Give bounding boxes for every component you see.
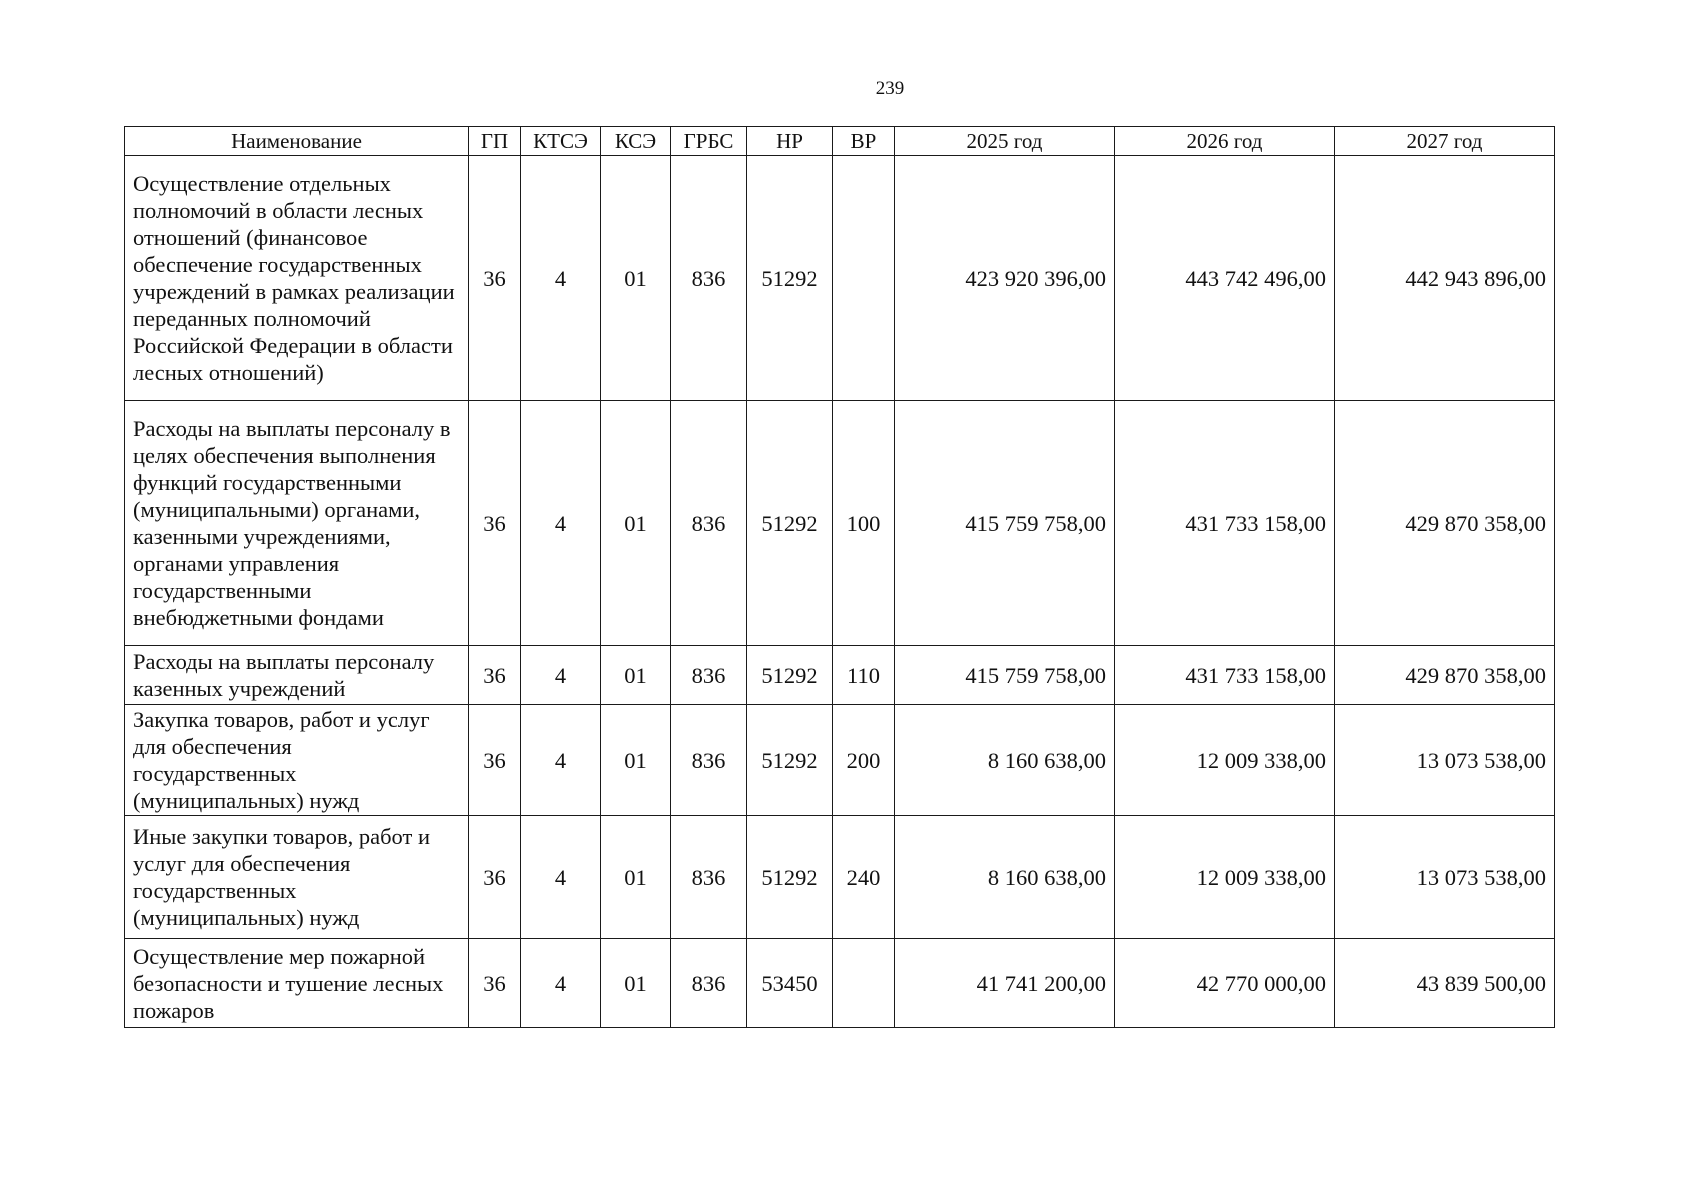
row-nr: 51292 [747, 646, 833, 705]
row-name: Расходы на выплаты персоналу казенных учреждений [125, 646, 469, 705]
row-gp: 36 [469, 939, 521, 1028]
table-row [125, 816, 1555, 939]
row-2026: 12 009 338,00 [1115, 816, 1335, 939]
row-vr: 110 [833, 646, 895, 705]
row-2026: 42 770 000,00 [1115, 939, 1335, 1028]
row-2025: 8 160 638,00 [895, 816, 1115, 939]
row-ktse: 4 [521, 705, 601, 816]
table-row [125, 939, 1555, 1028]
table-row [125, 156, 1555, 401]
table-row [125, 401, 1555, 646]
row-name: Осуществление отдельных полномочий в области лесных отношений (финансовое обеспечение государственных учреждений в рамках реализации переданных полномочий Российской Федерации в области лесных отношений) [125, 156, 469, 401]
row-vr [833, 939, 895, 1028]
row-2027: 13 073 538,00 [1335, 705, 1555, 816]
row-grbs: 836 [671, 156, 747, 401]
row-nr: 51292 [747, 401, 833, 646]
page-number: 239 [875, 78, 905, 99]
row-ktse: 4 [521, 156, 601, 401]
row-gp: 36 [469, 646, 521, 705]
header-kse: КСЭ [601, 127, 671, 156]
row-gp: 36 [469, 705, 521, 816]
row-2025: 41 741 200,00 [895, 939, 1115, 1028]
row-2027: 429 870 358,00 [1335, 401, 1555, 646]
row-nr: 51292 [747, 816, 833, 939]
row-gp: 36 [469, 816, 521, 939]
row-2026: 431 733 158,00 [1115, 646, 1335, 705]
row-2027: 13 073 538,00 [1335, 816, 1555, 939]
row-ktse: 4 [521, 939, 601, 1028]
row-gp: 36 [469, 401, 521, 646]
header-nr: НР [747, 127, 833, 156]
row-2025: 415 759 758,00 [895, 401, 1115, 646]
row-nr: 51292 [747, 156, 833, 401]
row-vr: 100 [833, 401, 895, 646]
row-2026: 12 009 338,00 [1115, 705, 1335, 816]
row-2025: 415 759 758,00 [895, 646, 1115, 705]
row-name: Расходы на выплаты персоналу в целях обеспечения выполнения функций государственными (муниципальными) органами, казенными учреждениями, органами управления государственными внебюджетными фондами [125, 401, 469, 646]
row-vr [833, 156, 895, 401]
header-2027: 2027 год [1335, 127, 1555, 156]
budget-table [124, 126, 1555, 1028]
row-gp: 36 [469, 156, 521, 401]
header-2026: 2026 год [1115, 127, 1335, 156]
row-ktse: 4 [521, 816, 601, 939]
row-kse: 01 [601, 816, 671, 939]
row-kse: 01 [601, 646, 671, 705]
row-name: Осуществление мер пожарной безопасности и тушение лесных пожаров [125, 939, 469, 1028]
row-kse: 01 [601, 939, 671, 1028]
table-row [125, 646, 1555, 705]
row-2026: 431 733 158,00 [1115, 401, 1335, 646]
row-2027: 429 870 358,00 [1335, 646, 1555, 705]
row-name: Иные закупки товаров, работ и услуг для обеспечения государственных (муниципальных) нужд [125, 816, 469, 939]
row-2027: 43 839 500,00 [1335, 939, 1555, 1028]
row-ktse: 4 [521, 401, 601, 646]
row-nr: 53450 [747, 939, 833, 1028]
row-nr: 51292 [747, 705, 833, 816]
table-header-row [125, 127, 1555, 156]
row-kse: 01 [601, 401, 671, 646]
header-ktse: КТСЭ [521, 127, 601, 156]
row-name: Закупка товаров, работ и услуг для обеспечения государственных (муниципальных) нужд [125, 705, 469, 816]
header-name: Наименование [125, 127, 469, 156]
row-2025: 8 160 638,00 [895, 705, 1115, 816]
header-gp: ГП [469, 127, 521, 156]
row-2025: 423 920 396,00 [895, 156, 1115, 401]
header-2025: 2025 год [895, 127, 1115, 156]
row-grbs: 836 [671, 705, 747, 816]
row-vr: 240 [833, 816, 895, 939]
row-ktse: 4 [521, 646, 601, 705]
row-vr: 200 [833, 705, 895, 816]
header-grbs: ГРБС [671, 127, 747, 156]
header-vr: ВР [833, 127, 895, 156]
row-grbs: 836 [671, 401, 747, 646]
row-kse: 01 [601, 156, 671, 401]
row-grbs: 836 [671, 816, 747, 939]
row-grbs: 836 [671, 939, 747, 1028]
row-2026: 443 742 496,00 [1115, 156, 1335, 401]
row-kse: 01 [601, 705, 671, 816]
row-grbs: 836 [671, 646, 747, 705]
table-row [125, 705, 1555, 816]
row-2027: 442 943 896,00 [1335, 156, 1555, 401]
